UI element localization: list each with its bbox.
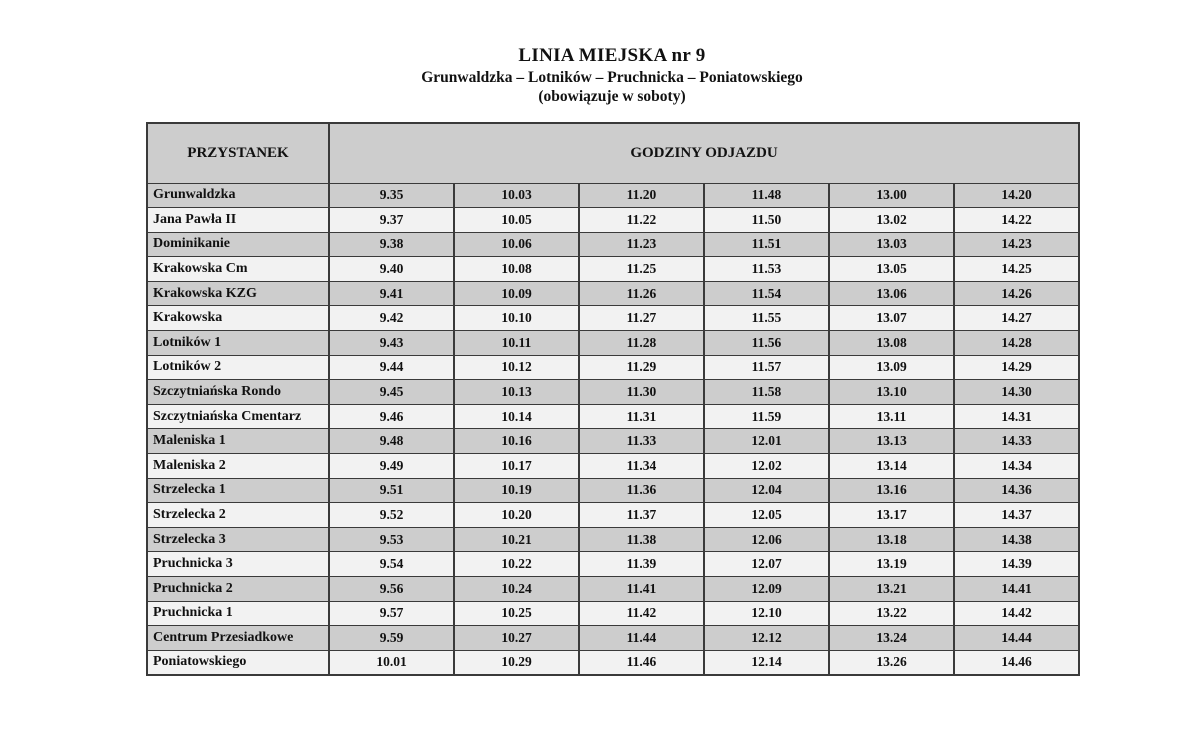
time-cell: 10.09 xyxy=(454,281,579,306)
time-cell: 11.26 xyxy=(579,281,704,306)
time-cell: 12.04 xyxy=(704,478,829,503)
time-cell: 14.39 xyxy=(954,552,1079,577)
table-row xyxy=(147,626,1079,651)
stop-name-cell: Pruchnicka 2 xyxy=(147,577,329,602)
time-cell: 11.54 xyxy=(704,281,829,306)
page-title: LINIA MIEJSKA nr 9 xyxy=(518,45,706,66)
time-cell: 13.17 xyxy=(829,503,954,528)
time-cell: 10.13 xyxy=(454,380,579,405)
time-cell: 11.36 xyxy=(579,478,704,503)
table-row xyxy=(147,404,1079,429)
stop-name-cell: Grunwaldzka xyxy=(147,183,329,208)
time-cell: 9.48 xyxy=(329,429,454,454)
time-cell: 14.22 xyxy=(954,208,1079,233)
time-cell: 9.37 xyxy=(329,208,454,233)
time-cell: 10.22 xyxy=(454,552,579,577)
time-cell: 13.14 xyxy=(829,454,954,479)
time-cell: 14.37 xyxy=(954,503,1079,528)
time-cell: 9.54 xyxy=(329,552,454,577)
table-row xyxy=(147,257,1079,282)
route-subtitle: Grunwaldzka – Lotników – Pruchnicka – Poniatowskiego xyxy=(421,69,803,86)
time-cell: 12.02 xyxy=(704,454,829,479)
stop-name-cell: Lotników 2 xyxy=(147,355,329,380)
time-cell: 12.10 xyxy=(704,601,829,626)
time-cell: 11.44 xyxy=(579,626,704,651)
time-cell: 14.30 xyxy=(954,380,1079,405)
table-row xyxy=(147,306,1079,331)
time-cell: 10.29 xyxy=(454,650,579,675)
table-row xyxy=(147,478,1079,503)
time-cell: 9.40 xyxy=(329,257,454,282)
timetable xyxy=(146,122,1080,676)
time-cell: 9.46 xyxy=(329,404,454,429)
time-cell: 11.34 xyxy=(579,454,704,479)
time-cell: 14.46 xyxy=(954,650,1079,675)
time-cell: 11.28 xyxy=(579,331,704,356)
table-row xyxy=(147,454,1079,479)
time-cell: 13.22 xyxy=(829,601,954,626)
time-cell: 9.38 xyxy=(329,232,454,257)
time-cell: 9.53 xyxy=(329,527,454,552)
table-row xyxy=(147,355,1079,380)
stop-name-cell: Maleniska 2 xyxy=(147,454,329,479)
time-cell: 10.21 xyxy=(454,527,579,552)
time-cell: 13.02 xyxy=(829,208,954,233)
stop-name-cell: Krakowska KZG xyxy=(147,281,329,306)
time-cell: 13.05 xyxy=(829,257,954,282)
time-cell: 13.08 xyxy=(829,331,954,356)
time-cell: 12.12 xyxy=(704,626,829,651)
time-cell: 10.10 xyxy=(454,306,579,331)
time-cell: 10.20 xyxy=(454,503,579,528)
time-cell: 11.37 xyxy=(579,503,704,528)
time-cell: 11.42 xyxy=(579,601,704,626)
stop-name-cell: Lotników 1 xyxy=(147,331,329,356)
time-cell: 11.48 xyxy=(704,183,829,208)
time-cell: 14.25 xyxy=(954,257,1079,282)
time-cell: 11.53 xyxy=(704,257,829,282)
time-cell: 13.26 xyxy=(829,650,954,675)
time-cell: 11.33 xyxy=(579,429,704,454)
table-row xyxy=(147,208,1079,233)
table-row xyxy=(147,331,1079,356)
time-cell: 13.24 xyxy=(829,626,954,651)
stop-name-cell: Poniatowskiego xyxy=(147,650,329,675)
time-cell: 14.27 xyxy=(954,306,1079,331)
table-row xyxy=(147,577,1079,602)
time-cell: 12.05 xyxy=(704,503,829,528)
time-cell: 9.56 xyxy=(329,577,454,602)
stop-name-cell: Dominikanie xyxy=(147,232,329,257)
time-cell: 13.18 xyxy=(829,527,954,552)
time-cell: 9.59 xyxy=(329,626,454,651)
time-cell: 9.35 xyxy=(329,183,454,208)
time-cell: 9.57 xyxy=(329,601,454,626)
time-cell: 10.16 xyxy=(454,429,579,454)
time-cell: 11.22 xyxy=(579,208,704,233)
time-cell: 11.23 xyxy=(579,232,704,257)
time-cell: 14.26 xyxy=(954,281,1079,306)
time-cell: 11.27 xyxy=(579,306,704,331)
time-cell: 10.25 xyxy=(454,601,579,626)
time-cell: 11.25 xyxy=(579,257,704,282)
time-cell: 14.29 xyxy=(954,355,1079,380)
time-cell: 13.09 xyxy=(829,355,954,380)
time-cell: 9.52 xyxy=(329,503,454,528)
header-row xyxy=(147,123,1079,183)
table-row xyxy=(147,429,1079,454)
timetable-body xyxy=(147,183,1079,675)
time-cell: 9.42 xyxy=(329,306,454,331)
stop-column-header: PRZYSTANEK xyxy=(147,123,329,183)
time-cell: 13.06 xyxy=(829,281,954,306)
time-cell: 9.43 xyxy=(329,331,454,356)
table-row xyxy=(147,380,1079,405)
time-cell: 10.05 xyxy=(454,208,579,233)
stop-name-cell: Pruchnicka 1 xyxy=(147,601,329,626)
stop-name-cell: Strzelecka 3 xyxy=(147,527,329,552)
time-cell: 9.41 xyxy=(329,281,454,306)
stop-name-cell: Szczytniańska Cmentarz xyxy=(147,404,329,429)
time-cell: 10.01 xyxy=(329,650,454,675)
table-row xyxy=(147,281,1079,306)
time-cell: 11.58 xyxy=(704,380,829,405)
times-column-header: GODZINY ODJAZDU xyxy=(329,123,1079,183)
time-cell: 11.51 xyxy=(704,232,829,257)
table-row xyxy=(147,601,1079,626)
time-cell: 10.08 xyxy=(454,257,579,282)
stop-name-cell: Strzelecka 2 xyxy=(147,503,329,528)
stop-name-cell: Krakowska xyxy=(147,306,329,331)
time-cell: 14.38 xyxy=(954,527,1079,552)
time-cell: 11.31 xyxy=(579,404,704,429)
time-cell: 11.56 xyxy=(704,331,829,356)
title-block xyxy=(146,0,1078,106)
time-cell: 12.06 xyxy=(704,527,829,552)
time-cell: 9.51 xyxy=(329,478,454,503)
stop-name-cell: Szczytniańska Rondo xyxy=(147,380,329,405)
stop-name-cell: Centrum Przesiadkowe xyxy=(147,626,329,651)
time-cell: 13.07 xyxy=(829,306,954,331)
time-cell: 14.44 xyxy=(954,626,1079,651)
time-cell: 11.55 xyxy=(704,306,829,331)
stop-name-cell: Pruchnicka 3 xyxy=(147,552,329,577)
time-cell: 11.50 xyxy=(704,208,829,233)
time-cell: 10.12 xyxy=(454,355,579,380)
time-cell: 14.28 xyxy=(954,331,1079,356)
time-cell: 11.30 xyxy=(579,380,704,405)
time-cell: 11.59 xyxy=(704,404,829,429)
time-cell: 11.57 xyxy=(704,355,829,380)
table-row xyxy=(147,232,1079,257)
time-cell: 10.19 xyxy=(454,478,579,503)
time-cell: 10.11 xyxy=(454,331,579,356)
time-cell: 13.21 xyxy=(829,577,954,602)
time-cell: 14.20 xyxy=(954,183,1079,208)
table-row xyxy=(147,650,1079,675)
time-cell: 13.03 xyxy=(829,232,954,257)
time-cell: 14.42 xyxy=(954,601,1079,626)
time-cell: 13.11 xyxy=(829,404,954,429)
table-row xyxy=(147,183,1079,208)
time-cell: 10.03 xyxy=(454,183,579,208)
time-cell: 13.00 xyxy=(829,183,954,208)
time-cell: 14.33 xyxy=(954,429,1079,454)
time-cell: 14.36 xyxy=(954,478,1079,503)
time-cell: 9.44 xyxy=(329,355,454,380)
table-row xyxy=(147,503,1079,528)
time-cell: 10.24 xyxy=(454,577,579,602)
time-cell: 14.23 xyxy=(954,232,1079,257)
time-cell: 9.45 xyxy=(329,380,454,405)
time-cell: 14.34 xyxy=(954,454,1079,479)
validity-note: (obowiązuje w soboty) xyxy=(538,88,686,105)
time-cell: 12.09 xyxy=(704,577,829,602)
time-cell: 11.38 xyxy=(579,527,704,552)
time-cell: 10.06 xyxy=(454,232,579,257)
time-cell: 13.16 xyxy=(829,478,954,503)
stop-name-cell: Jana Pawła II xyxy=(147,208,329,233)
time-cell: 13.10 xyxy=(829,380,954,405)
time-cell: 11.20 xyxy=(579,183,704,208)
time-cell: 13.13 xyxy=(829,429,954,454)
time-cell: 9.49 xyxy=(329,454,454,479)
time-cell: 11.29 xyxy=(579,355,704,380)
time-cell: 10.14 xyxy=(454,404,579,429)
time-cell: 12.14 xyxy=(704,650,829,675)
time-cell: 13.19 xyxy=(829,552,954,577)
table-row xyxy=(147,527,1079,552)
time-cell: 14.31 xyxy=(954,404,1079,429)
time-cell: 12.07 xyxy=(704,552,829,577)
time-cell: 10.17 xyxy=(454,454,579,479)
time-cell: 11.39 xyxy=(579,552,704,577)
time-cell: 14.41 xyxy=(954,577,1079,602)
stop-name-cell: Maleniska 1 xyxy=(147,429,329,454)
stop-name-cell: Strzelecka 1 xyxy=(147,478,329,503)
time-cell: 10.27 xyxy=(454,626,579,651)
time-cell: 11.41 xyxy=(579,577,704,602)
stop-name-cell: Krakowska Cm xyxy=(147,257,329,282)
table-row xyxy=(147,552,1079,577)
time-cell: 12.01 xyxy=(704,429,829,454)
time-cell: 11.46 xyxy=(579,650,704,675)
